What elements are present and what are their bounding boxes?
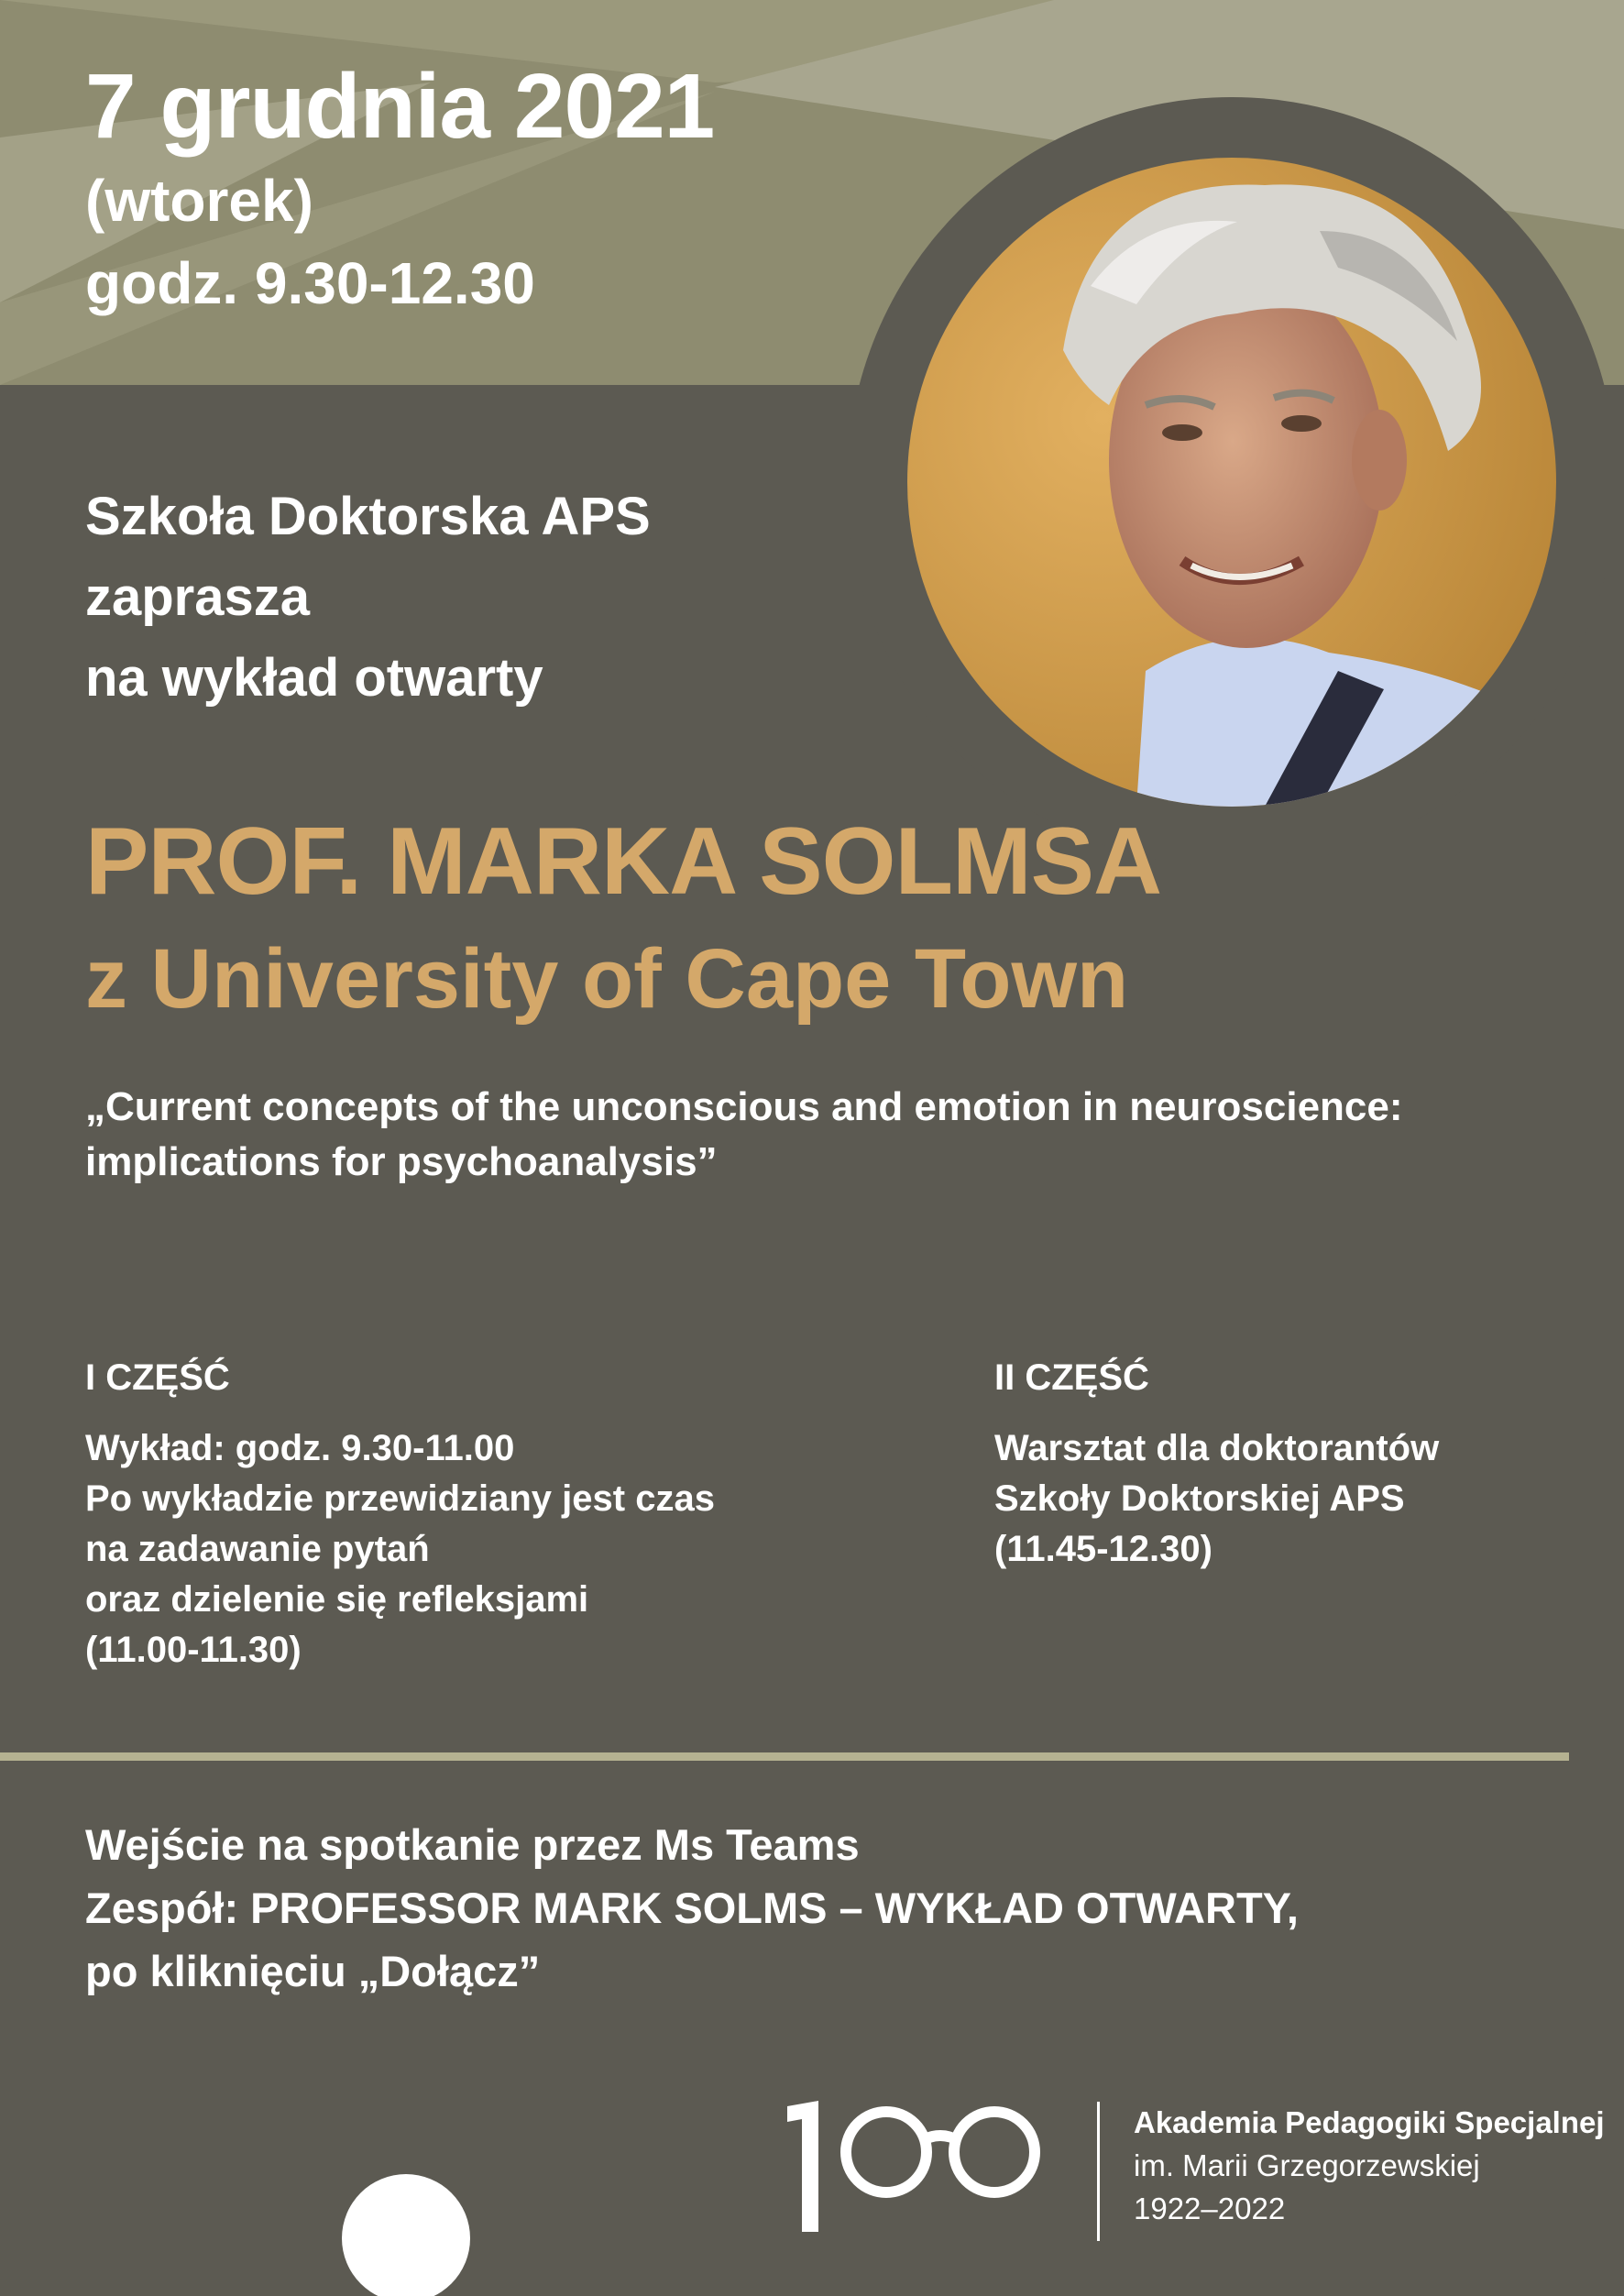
lecture-title [85, 1080, 1403, 1190]
aps-100-years-logo-icon [784, 2099, 1059, 2236]
lecture-title-line-1: „Current concepts of the unconscious and emotion in neuroscience: [85, 1084, 1403, 1129]
invitation-line-2: zaprasza [85, 567, 311, 627]
speaker-block [85, 807, 1161, 1032]
part-two-line: Szkoły Doktorskiej APS [994, 1478, 1405, 1519]
join-line-2: Zespół: PROFESSOR MARK SOLMS – WYKŁAD OTWARTY, [85, 1884, 1299, 1932]
logo-separator [1097, 2102, 1100, 2241]
event-date-block [85, 55, 714, 316]
part-one-line: Po wykładzie przewidziany jest czas [85, 1478, 715, 1519]
part-one-heading: I CZĘŚĆ [85, 1357, 230, 1398]
decorative-circle [342, 2174, 470, 2296]
event-time: godz. 9.30-12.30 [85, 249, 535, 316]
part-two-line: Warsztat dla doktorantów [994, 1428, 1440, 1468]
lecture-title-line-2: implications for psychoanalysis” [85, 1139, 718, 1184]
institution-name: Akademia Pedagogiki Specjalnej [1134, 2105, 1605, 2139]
part-one-line: oraz dzielenie się refleksjami [85, 1579, 589, 1620]
part-one [85, 1353, 715, 1675]
institution-patron: im. Marii Grzegorzewskiej [1134, 2148, 1480, 2182]
event-weekday: (wtorek) [85, 168, 313, 234]
part-one-line: (11.00-11.30) [85, 1630, 302, 1670]
join-line-1: Wejście na spotkanie przez Ms Teams [85, 1820, 860, 1869]
join-instructions [85, 1813, 1299, 2003]
invitation-intro [85, 477, 651, 719]
speaker-affiliation: z University of Cape Town [85, 932, 1129, 1026]
event-date: 7 grudnia 2021 [85, 55, 715, 158]
institution-block [1134, 2101, 1605, 2230]
part-two-heading: II CZĘŚĆ [994, 1357, 1149, 1398]
institution-years: 1922–2022 [1134, 2192, 1286, 2225]
join-line-3: po kliknięciu „Dołącz” [85, 1947, 541, 1995]
section-divider [0, 1752, 1569, 1761]
part-two [994, 1353, 1439, 1575]
invitation-line-3: na wykład otwarty [85, 648, 543, 708]
part-one-line: Wykład: godz. 9.30-11.00 [85, 1428, 515, 1468]
part-one-line: na zadawanie pytań [85, 1529, 430, 1569]
invitation-line-1: Szkoła Doktorska APS [85, 487, 651, 546]
speaker-portrait-image [907, 158, 1556, 807]
speaker-name: PROF. MARKA SOLMSA [85, 808, 1162, 915]
speaker-portrait [907, 158, 1556, 807]
part-two-line: (11.45-12.30) [994, 1529, 1213, 1569]
